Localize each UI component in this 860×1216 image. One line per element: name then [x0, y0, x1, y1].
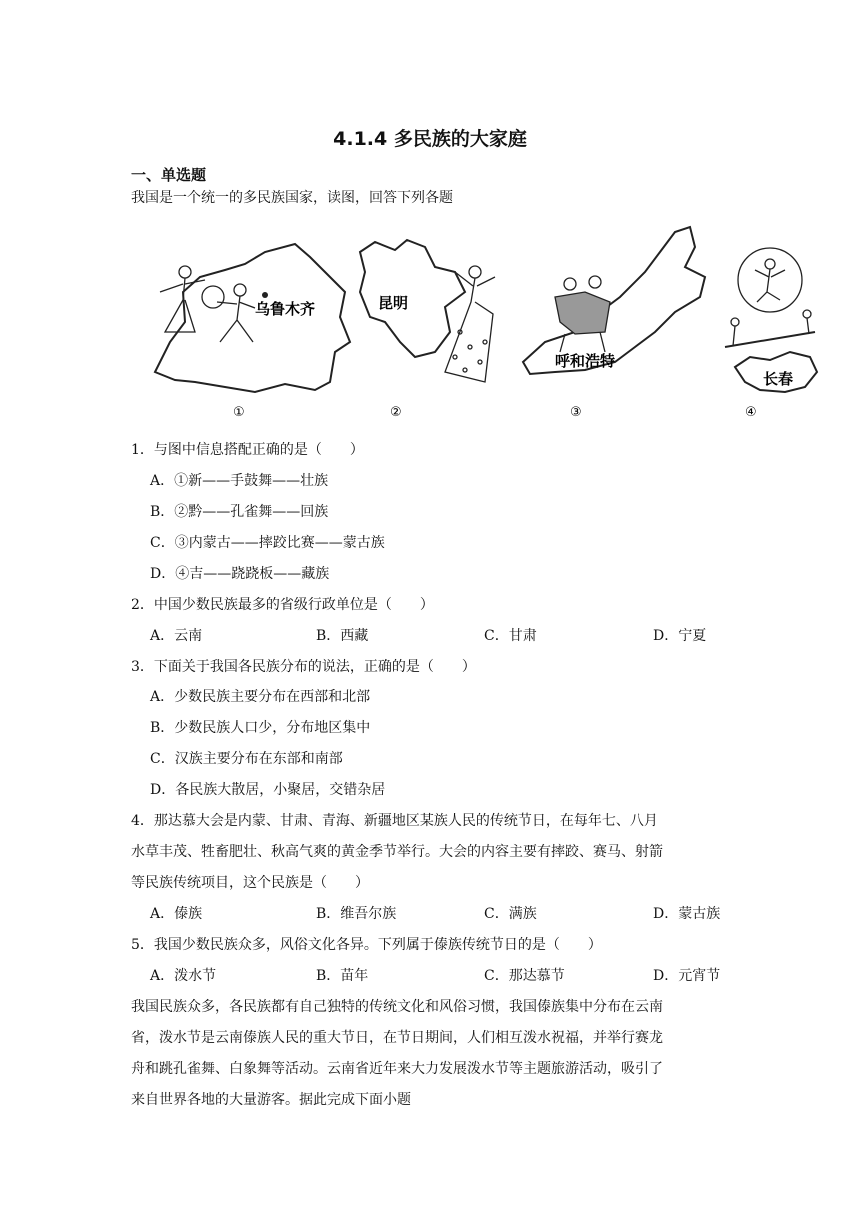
question-5-option-a[interactable]: A．泼水节 — [150, 968, 217, 984]
question-3-stem: 3．下面关于我国各民族分布的说法，正确的是（ ） — [131, 659, 476, 675]
map-number-3: ③ — [570, 405, 582, 420]
question-5-option-d[interactable]: D．元宵节 — [653, 968, 721, 984]
question-1-option-b[interactable]: B．②黔——孔雀舞——回族 — [150, 504, 329, 520]
section-heading: 一、单选题 — [131, 166, 207, 184]
question-3-option-c[interactable]: C．汉族主要分布在东部和南部 — [150, 751, 343, 767]
passage-line-4: 来自世界各地的大量游客。据此完成下面小题 — [131, 1092, 411, 1108]
map-label-urumqi: 乌鲁木齐 — [255, 300, 316, 318]
question-2-option-a[interactable]: A．云南 — [150, 628, 203, 644]
question-1-option-a[interactable]: A．①新——手鼓舞——壮族 — [150, 473, 329, 489]
question-2-stem: 2．中国少数民族最多的省级行政单位是（ ） — [131, 597, 434, 613]
question-5-option-b[interactable]: B．苗年 — [316, 968, 369, 984]
question-4-option-d[interactable]: D．蒙古族 — [653, 906, 721, 922]
question-1-option-c[interactable]: C．③内蒙古——摔跤比赛——蒙古族 — [150, 535, 385, 551]
ethnic-map-figure — [145, 222, 825, 431]
seesaw-jumper-circle — [738, 248, 802, 312]
passage-line-3: 舟和跳孔雀舞、白象舞等活动。云南省近年来大力发展泼水节等主题旅游活动，吸引了 — [131, 1061, 663, 1077]
question-4-stem-line-2: 水草丰茂、牲畜肥壮、秋高气爽的黄金季节举行。大会的内容主要有摔跤、赛马、射箭 — [131, 844, 663, 860]
peacock-dancer-icon — [445, 266, 495, 382]
question-5-option-c[interactable]: C．那达慕节 — [484, 968, 565, 984]
wrestlers-icon — [555, 276, 610, 352]
question-4-stem-line-3: 等民族传统项目，这个民族是（ ） — [131, 875, 369, 891]
question-4-stem-line-1: 4．那达慕大会是内蒙、甘肃、青海、新疆地区某族人民的传统节日，在每年七、八月 — [131, 813, 658, 829]
province-maps — [145, 222, 825, 427]
question-4-option-b[interactable]: B．维吾尔族 — [316, 906, 397, 922]
page-title: 4.1.4 多民族的大家庭 — [333, 128, 527, 150]
map-number-1: ① — [233, 405, 245, 420]
question-3-option-a[interactable]: A．少数民族主要分布在西部和北部 — [150, 689, 371, 705]
question-2-option-d[interactable]: D．宁夏 — [653, 628, 707, 644]
map-label-kunming: 昆明 — [378, 294, 409, 312]
map-label-hohhot: 呼和浩特 — [555, 352, 616, 370]
question-3-option-d[interactable]: D．各民族大散居，小聚居，交错杂居 — [150, 782, 386, 798]
question-4-option-a[interactable]: A．傣族 — [150, 906, 203, 922]
tambourine-dancer-icon — [160, 266, 255, 342]
map-number-4: ④ — [745, 405, 757, 420]
question-2-option-b[interactable]: B．西藏 — [316, 628, 369, 644]
question-4-option-c[interactable]: C．满族 — [484, 906, 537, 922]
question-5-stem: 5．我国少数民族众多，风俗文化各异。下列属于傣族传统节日的是（ ） — [131, 937, 602, 953]
passage-line-1: 我国民族众多，各民族都有自己独特的传统文化和风俗习惯，我国傣族集中分布在云南 — [131, 999, 663, 1015]
question-3-option-b[interactable]: B．少数民族人口少，分布地区集中 — [150, 720, 371, 736]
intro-text: 我国是一个统一的多民族国家，读图，回答下列各题 — [131, 190, 453, 206]
question-1-option-d[interactable]: D．④吉——跷跷板——藏族 — [150, 566, 330, 582]
map-xinjiang — [155, 244, 350, 392]
map-number-2: ② — [390, 405, 402, 420]
question-1-stem: 1．与图中信息搭配正确的是（ ） — [131, 442, 364, 458]
question-2-option-c[interactable]: C．甘肃 — [484, 628, 537, 644]
passage-line-2: 省，泼水节是云南傣族人民的重大节日，在节日期间，人们相互泼水祝福，并举行赛龙 — [131, 1030, 663, 1046]
map-label-changchun: 长春 — [763, 370, 794, 388]
